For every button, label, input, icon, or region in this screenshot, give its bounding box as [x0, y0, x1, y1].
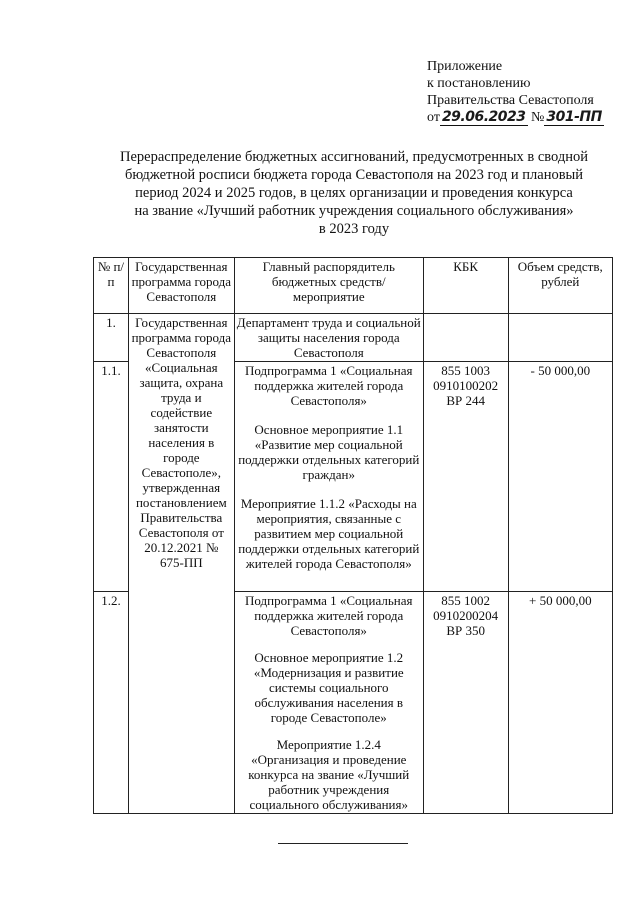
header-manager: Главный распорядитель бюджетных средств/мероприятие	[234, 258, 423, 314]
number-prefix: №	[531, 110, 545, 125]
row-amount	[508, 314, 612, 362]
event-text: Мероприятие 1.2.4 «Организация и проведение конкурса на звание «Лучший работник учреждения социального обслуживания»	[248, 737, 410, 812]
row-manager: Департамент труда и социальной защиты населения города Севастополя	[234, 314, 423, 362]
row-amount: + 50 000,00	[508, 592, 612, 814]
subprogram-text: Подпрограмма 1 «Социальная поддержка жителей города Севастополя»	[245, 593, 413, 638]
appendix-date-line	[427, 109, 604, 126]
title-line-3: период 2024 и 2025 годов, в целях организации и проведения конкурса	[135, 185, 573, 201]
row-manager	[234, 362, 423, 592]
row-num: 1.1.	[94, 362, 129, 592]
title-line-5: в 2023 году	[318, 221, 390, 237]
appendix-line-3: Правительства Севастополя	[427, 93, 594, 108]
kbk-code-3: ВР 350	[446, 623, 485, 638]
title-line-4: на звание «Лучший работник учреждения социального обслуживания»	[134, 203, 574, 219]
kbk-code-3: ВР 244	[446, 393, 485, 408]
row-num: 1.2.	[94, 592, 129, 814]
appendix-line-2: к постановлению	[427, 76, 531, 91]
table-header-row	[94, 258, 613, 314]
row-kbk	[423, 314, 508, 362]
main-event-text: Основное мероприятие 1.2 «Модернизация и развитие системы социального обслуживания населения в городе Севастополе»	[253, 650, 404, 725]
main-event-text: Основное мероприятие 1.1 «Развитие мер социальной поддержки отдельных категорий граждан»	[238, 422, 420, 482]
kbk-code-1: 855 1002	[441, 593, 491, 608]
handwritten-number: 301-ПП	[546, 109, 602, 125]
budget-table	[93, 257, 613, 814]
event-text: Мероприятие 1.1.2 «Расходы на мероприятия, связанные с развитием мер социальной поддержки отдельных категорий жителей города Севастополя»	[238, 496, 420, 571]
kbk-code-2: 0910200204	[433, 608, 499, 623]
kbk-code-2: 0910100202	[433, 378, 499, 393]
handwritten-date: 29.06.2023	[441, 109, 526, 125]
row-num: 1.	[94, 314, 129, 362]
header-amount: Объем средств, рублей	[508, 258, 612, 314]
header-program: Государственная программа города Севастополя	[128, 258, 234, 314]
row-kbk	[423, 592, 508, 814]
kbk-code-1: 855 1003	[441, 363, 491, 378]
table-row	[94, 314, 613, 362]
appendix-line-1: Приложение	[427, 59, 503, 74]
document-title	[88, 148, 620, 238]
header-num: № п/п	[94, 258, 129, 314]
row-amount: - 50 000,00	[508, 362, 612, 592]
bottom-divider	[278, 843, 408, 844]
title-line-1: Перераспределение бюджетных ассигнований, предусмотренных в сводной	[119, 149, 589, 165]
program-cell: Государственная программа города Севастополя «Социальная защита, охрана труда и содействие занятости населения в городе Севастополе», утвержденная постановлением Правительства Севастополя от 20.12.2021 № 675-ПП	[128, 314, 234, 814]
row-manager	[234, 592, 423, 814]
subprogram-text: Подпрограмма 1 «Социальная поддержка жителей города Севастополя»	[245, 363, 413, 408]
date-prefix: от	[427, 110, 440, 125]
header-kbk: КБК	[423, 258, 508, 314]
title-line-2: бюджетной росписи бюджета города Севастополя на 2023 год и плановый	[124, 167, 584, 183]
row-kbk	[423, 362, 508, 592]
appendix-block	[427, 58, 604, 126]
